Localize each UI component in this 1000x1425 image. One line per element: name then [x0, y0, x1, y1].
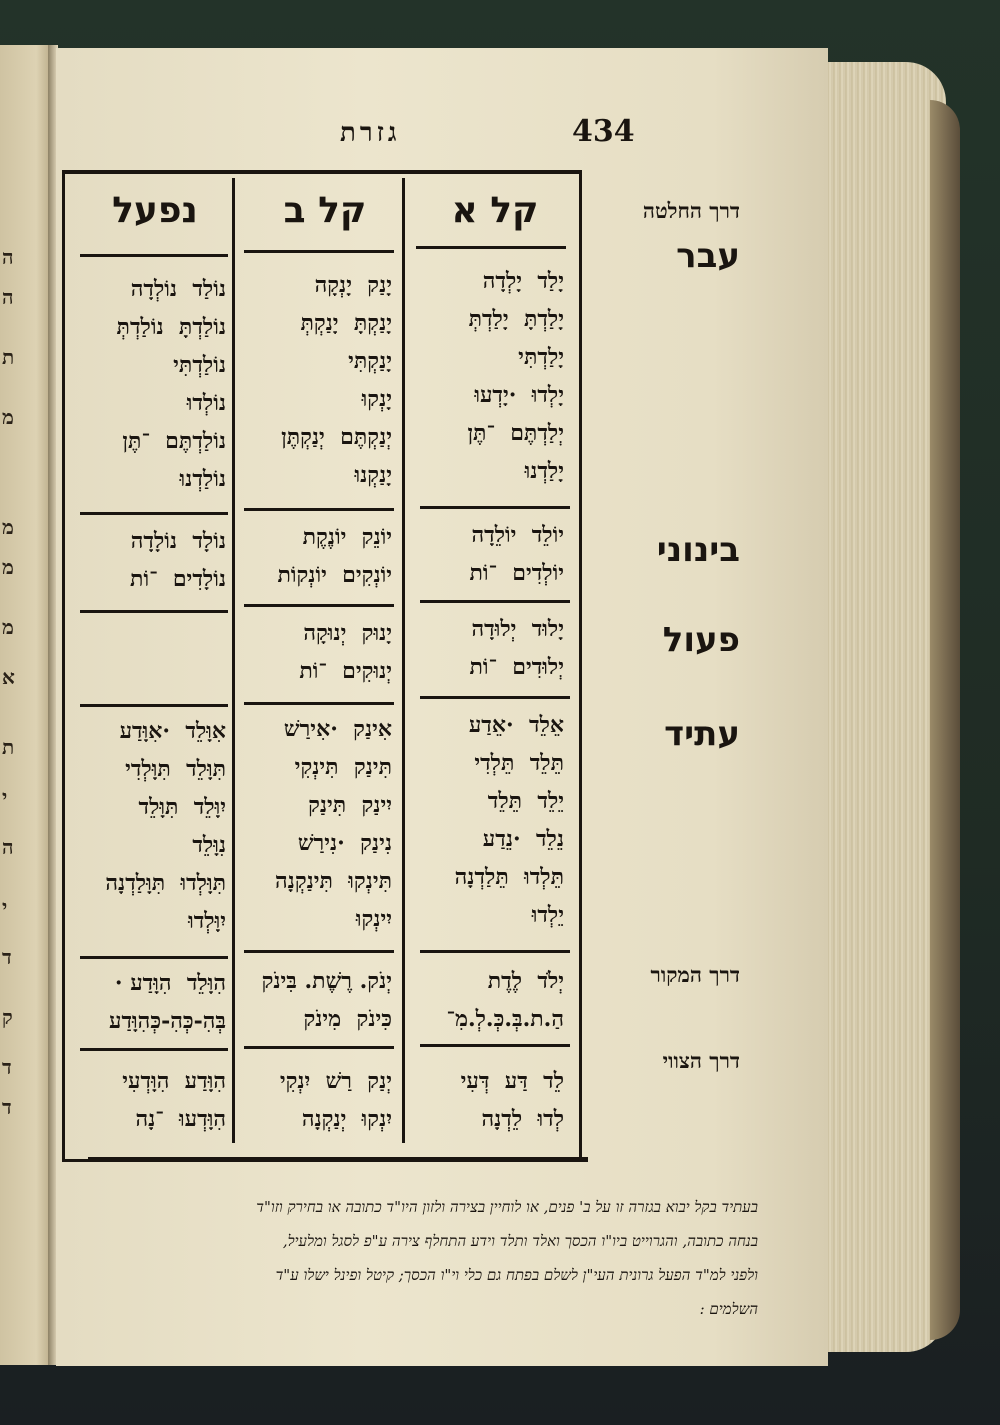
cell-nifal-makor: הִוָּלֵד הִוָּדַע · בְּהִ-כְּהִ-כְּהִוָּדַע	[109, 970, 226, 1034]
cell-kal-a-atid: אֵלֵד ·אֵדַע תֵּלֵד תֵּלְדִי יֵלֵד תֵּלֵד נֵלֵד ·נֵדַע תֵּלְדוּ תֵּלַדְנָה יֵלְדוּ	[454, 712, 564, 928]
left-page-glyph: ה	[2, 835, 14, 859]
label-beinoni: בינוני	[656, 530, 740, 570]
rule	[420, 696, 570, 699]
left-page-glyph: י	[2, 895, 8, 919]
cell-kal-b-makor: יְנֹק. רֶשֶׁת. בִּינֹק כִּינֹק מִינֹק	[261, 968, 392, 1032]
rule	[244, 702, 394, 705]
left-page-edge	[0, 45, 52, 1365]
rule	[80, 512, 228, 515]
left-page-glyph: מ	[2, 515, 14, 539]
left-page-glyph: ה	[2, 245, 14, 269]
left-page-glyph: ת	[2, 735, 15, 759]
rule	[420, 506, 570, 509]
column-heading-kal-b: קל ב	[283, 190, 367, 231]
left-page-glyph: ד	[2, 1055, 12, 1079]
rule	[244, 950, 394, 953]
column-heading-nifal: נפעל	[112, 190, 198, 231]
left-page-glyph: מ	[2, 555, 14, 579]
cell-kal-a-avar: יָלַד יָלְדָה יָלַדְתָּ יָלַדְתְּ יָלַדְתִּי יָלְדוּ ·יָדְעוּ יְלַדְתֶּם ־תֶּן יָלַדְנוּ	[467, 268, 564, 484]
label-derech-hamakor: דרך המקור	[650, 962, 740, 987]
left-page-glyph: מ	[2, 615, 14, 639]
cell-kal-a-paul: יָלוּד יְלוּדָה יְלוּדִים ־וֹת	[469, 616, 564, 680]
cell-kal-b-tsivui: יְנַק רַשׁ יִנְקִי יִנְקוּ יְנַקְנָה	[279, 1068, 392, 1132]
cell-kal-b-beinoni: יוֹנֵק יוֹנֶקֶת יוֹנְקִים יוֹנְקוֹת	[277, 524, 392, 588]
cell-kal-b-paul: יָנוּק יְנוּקָה יְנוּקִים ־וֹת	[299, 620, 392, 684]
footnote-line: בנחה כתובה, והגרוייט ביו"ו הכסך ואלד ותלד וידע התחלף צירה ע"פ לסגל ומלעיל,	[282, 1232, 758, 1250]
footnote-line: ולפני למ"ד הפעל גרונית העי"ן לשלם בפתח גם כלי וי"ו הכסך; קיטל ופינל ישלו ע"ד	[275, 1266, 758, 1284]
rule	[80, 1048, 228, 1051]
rule	[416, 246, 566, 249]
label-avar: עבר	[676, 236, 740, 276]
column-divider-right	[232, 178, 235, 1143]
footnote	[68, 1190, 758, 1326]
label-derech-hatsivui: דרך הצווי	[662, 1048, 740, 1073]
rule	[80, 610, 228, 613]
left-page-glyph: ד	[2, 945, 12, 969]
left-page-glyph: מ	[2, 405, 14, 429]
cell-nifal-tsivui: הִוָּדַע הִוָּדְעִי הִוָּדְעוּ ־נָה	[122, 1068, 226, 1132]
rule	[244, 508, 394, 511]
left-page-glyph: ק	[2, 1005, 13, 1029]
cell-nifal-beinoni: נוֹלָד נוֹלָדָה נוֹלָדִים ־וֹת	[130, 528, 226, 592]
footnote-line: השלמים :	[699, 1300, 758, 1318]
rule	[80, 704, 228, 707]
table-bottom-rule	[88, 1157, 588, 1162]
rule	[420, 950, 570, 953]
left-page-glyph: ה	[2, 285, 14, 309]
label-derech-hachlata: דרך החלטה	[642, 198, 740, 223]
column-divider-left	[402, 178, 405, 1143]
running-title: גזרת	[340, 118, 401, 148]
rule	[244, 250, 394, 253]
left-page-glyph: י	[2, 785, 8, 809]
left-page-glyph: א	[2, 665, 15, 689]
label-paul: פעול	[662, 620, 740, 660]
rule	[244, 1046, 394, 1049]
rule	[420, 600, 570, 603]
rule	[420, 1044, 570, 1047]
label-atid: עתיד	[664, 714, 740, 754]
cell-kal-b-avar: יָנַק יָנְקָה יָנַקְתָּ יָנַקְתְּ יָנַקְתִּי יָנְקוּ יְנַקְתֶּם יְנַקְתֶּן יָנַקְנוּ	[281, 272, 392, 488]
rule	[80, 254, 228, 257]
left-page-glyph: ד	[2, 1095, 12, 1119]
cell-nifal-avar: נוֹלַד נוֹלְדָה נוֹלַדְתָּ נוֹלַדְתְּ נוֹלַדְתִּי נוֹלְדוּ נוֹלַדְתֶּם ־תֶּן נוֹלַדְנוּ	[116, 276, 226, 492]
cell-kal-a-beinoni: יוֹלֵד יוֹלֵדָה יוֹלְדִים ־וֹת	[469, 522, 564, 586]
cell-kal-a-tsivui: לֵד דַּע דְּעִי לְדוּ לֵדְנָה	[460, 1068, 564, 1132]
footnote-line: בעתיד בקל יבוא בגזרה זו על ב' פנים, או לוחיין בצירה ולזון היו"ד כתובה או בחירק וזו"ד	[256, 1198, 758, 1216]
page-block-edge	[826, 62, 946, 1352]
cell-kal-b-atid: אִינַק ·אִירַשׁ תִּינַק תִּינְקִי יִינַק תִּינַק נִינַק ·נִירַשׁ תִּינְקוּ תִּינַקְנָה יִינְקוּ	[275, 716, 392, 932]
left-page-glyph: ת	[2, 345, 15, 369]
cell-nifal-atid: אִוָּלֵד ·אִוָּדַע תִּוָּלֵד תִּוָּלְדִי יִוָּלֵד תִּוָּלֵד נִוָּלֵד תִּוָּלְדוּ תִּוָּלַדְנָה יִוָּלְדוּ	[105, 718, 226, 934]
column-heading-kal-a: קל א	[451, 190, 539, 231]
rule	[244, 604, 394, 607]
rule	[80, 956, 228, 959]
book-cover-edge	[930, 100, 960, 1340]
page-number: 434	[572, 114, 635, 149]
cell-kal-a-makor: יְלֹד לֶדֶת הַ.ת.בְּ.כְּ.לְ.מִ־	[446, 968, 564, 1032]
